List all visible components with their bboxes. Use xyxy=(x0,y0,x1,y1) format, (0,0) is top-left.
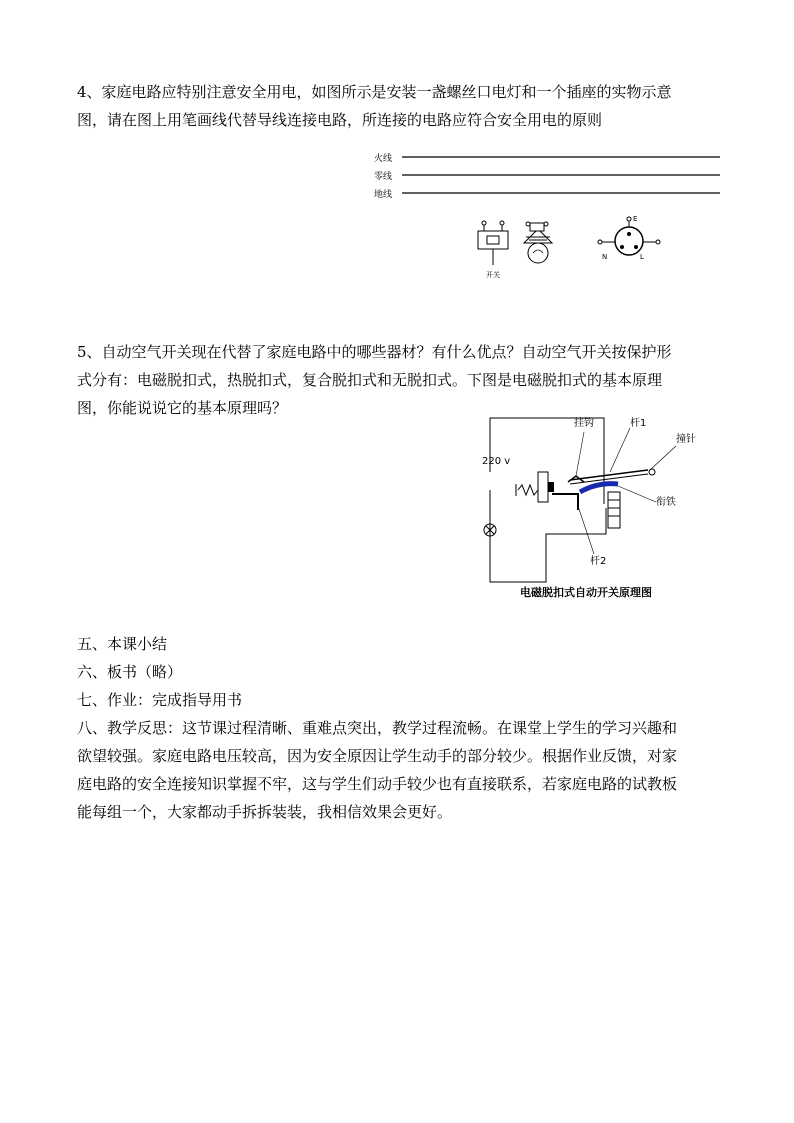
armature-label: 衔铁 xyxy=(656,497,676,508)
spring xyxy=(516,484,538,496)
hook-label: 挂钩 xyxy=(574,418,594,429)
figure-caption: 电磁脱扣式自动开关原理图 xyxy=(520,586,652,599)
section-homework: 七、作业：完成指导用书 xyxy=(77,691,243,709)
lamp-symbol xyxy=(524,222,552,263)
rod-2 xyxy=(552,494,578,510)
voltage-label: 220 v xyxy=(482,456,511,467)
q4-figure xyxy=(370,147,730,287)
socket-l-label: L xyxy=(640,253,644,261)
q4-line-1: 4、家庭电路应特别注意安全用电，如图所示是安装一盏螺丝口电灯和一个插座的实物示意 xyxy=(77,83,672,101)
q5-line-3: 图，你能说说它的基本原理吗？ xyxy=(77,399,288,417)
q5-line-2: 式分有：电磁脱扣式，热脱扣式，复合脱扣式和无脱扣式。下图是电磁脱扣式的基本原理 xyxy=(77,371,663,389)
electromagnet-coil xyxy=(608,492,620,528)
section-summary: 五、本课小结 xyxy=(77,635,168,653)
q5-line-1: 5、自动空气开关现在代替了家庭电路中的哪些器材？有什么优点？自动空气开关按保护形 xyxy=(77,343,672,361)
striker-label: 撞针 xyxy=(676,434,696,445)
q5-figure xyxy=(480,412,710,607)
switch-label: 开关 xyxy=(486,271,500,279)
contact-block xyxy=(538,472,548,502)
q4-line-2: 图，请在图上用笔画线代替导线连接电路，所连接的电路应符合安全用电的原则 xyxy=(77,111,603,129)
switch-symbol xyxy=(478,221,508,265)
armature xyxy=(580,484,618,492)
wire-ground-label: 地线 xyxy=(374,190,393,200)
reflection-line-1: 八、教学反思：这节课过程清晰、重难点突出，教学过程流畅。在课堂上学生的学习兴趣和 xyxy=(77,719,678,737)
rod-1-label: 杆1 xyxy=(630,418,647,429)
section-board: 六、板书（略） xyxy=(77,663,183,681)
reflection-line-2: 欲望较强。家庭电路电压较高，因为安全原因让学生动手的部分较少。根据作业反馈，对家 xyxy=(77,747,678,765)
socket-n-label: N xyxy=(602,253,608,261)
socket-symbol xyxy=(598,217,660,255)
reflection-line-3: 庭电路的安全连接知识掌握不牢，这与学生们动手较少也有直接联系，若家庭电路的试教板 xyxy=(77,775,678,793)
socket-e-label: E xyxy=(633,215,638,223)
rod-2-label: 杆2 xyxy=(590,556,607,567)
wire-neutral-label: 零线 xyxy=(374,172,393,182)
wire-live-label: 火线 xyxy=(374,154,393,164)
reflection-line-4: 能每组一个，大家都动手拆拆装装，我相信效果会更好。 xyxy=(77,803,453,821)
striker-head xyxy=(649,469,655,475)
